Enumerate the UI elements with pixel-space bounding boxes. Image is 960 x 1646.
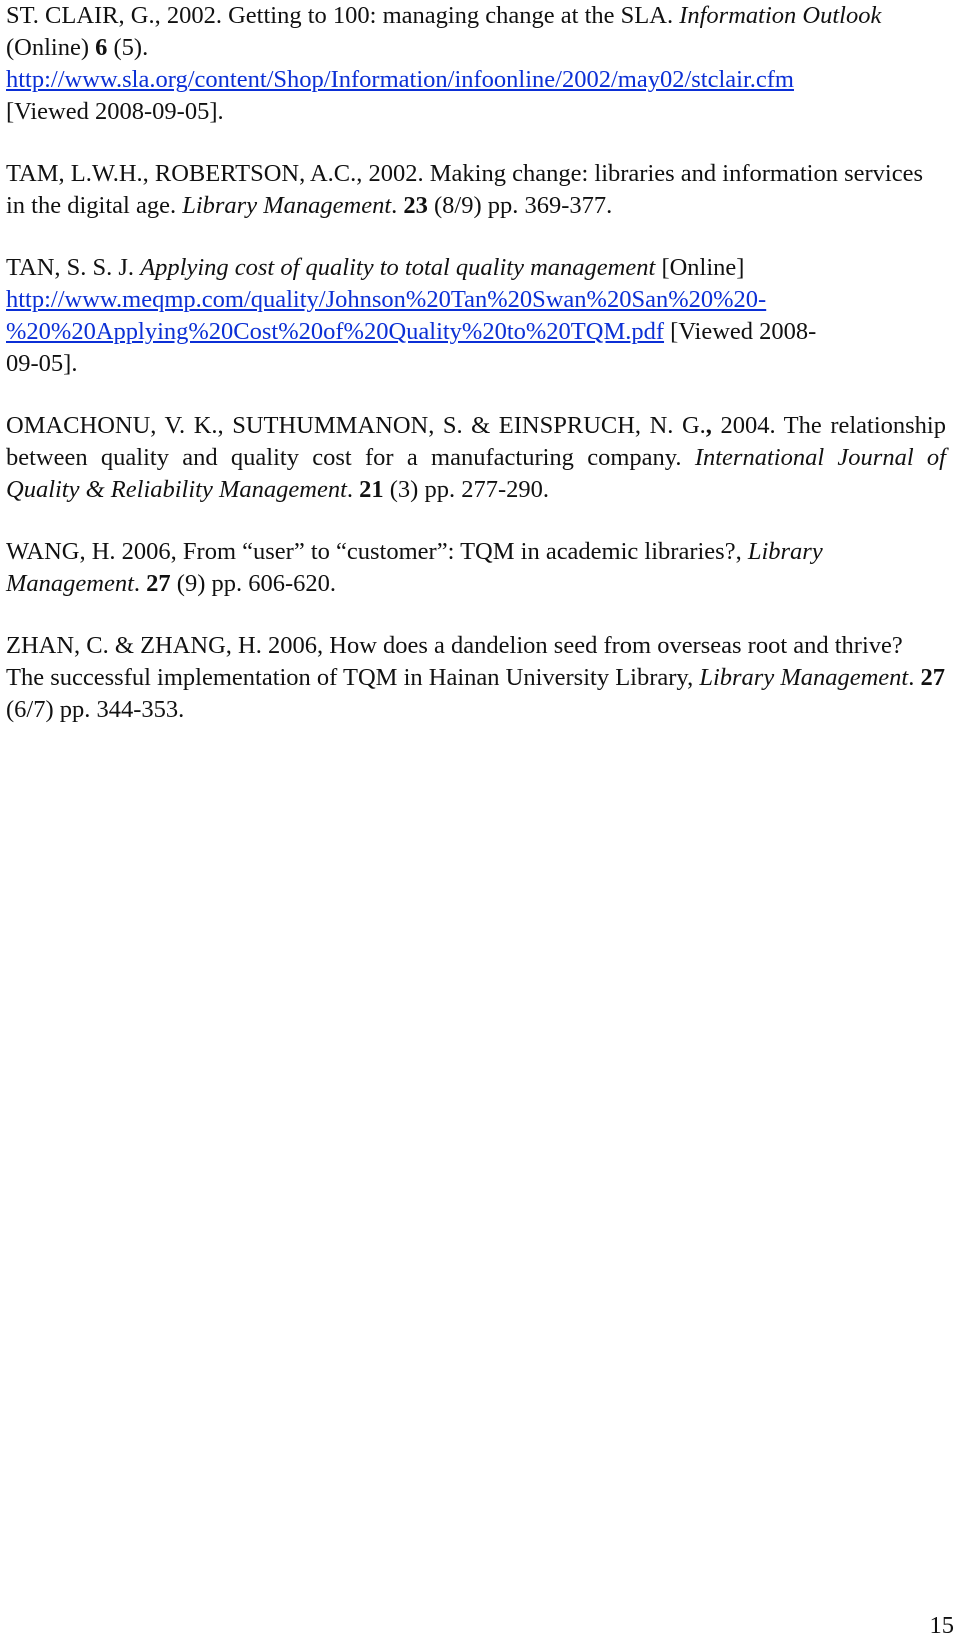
reference-issue: (5). — [107, 34, 149, 61]
reference-volume: 21 — [359, 476, 384, 503]
reference-entry — [6, 158, 946, 222]
reference-viewed-date: [Viewed 2008-09-05]. — [6, 98, 224, 125]
reference-journal: Library Management — [182, 192, 392, 219]
reference-title: Applying cost of quality to total quality management — [140, 254, 656, 281]
reference-separator: . — [908, 664, 921, 691]
reference-entry — [6, 0, 946, 128]
reference-journal: Library Management — [699, 664, 909, 691]
reference-volume: 27 — [920, 664, 945, 691]
reference-separator: . — [133, 570, 147, 597]
reference-viewed-date: [Viewed 2008- — [664, 318, 817, 345]
reference-volume: 23 — [403, 192, 428, 219]
reference-year-title: 2004. The relationship between quality and quality cost for a manufacturing company. — [6, 412, 946, 471]
reference-volume: 27 — [146, 570, 171, 597]
reference-authors: OMACHONU, V. K., SUTHUMMANON, S. & EINSPRUCH, N. G. — [6, 412, 706, 439]
reference-list — [6, 0, 946, 726]
reference-authors: TAN, S. S. J. — [6, 254, 141, 281]
reference-journal: Information Outlook — [679, 2, 882, 29]
reference-separator: . — [391, 192, 404, 219]
reference-authors-title: ST. CLAIR, G., 2002. Getting to 100: managing change at the SLA. — [6, 2, 680, 29]
reference-url-part: http://www.meqmp.com/quality/Johnson%20Tan%20Swan%20San%20%20- — [6, 286, 767, 313]
reference-authors-title: TAM, L.W.H., ROBERTSON, A.C., 2002. Making change: libraries and information services in the digital age. — [6, 160, 924, 219]
reference-url-link[interactable]: http://www.sla.org/content/Shop/Information/infoonline/2002/may02/stclair.cfm — [6, 66, 794, 93]
reference-separator: . — [346, 476, 360, 503]
reference-entry — [6, 630, 946, 726]
reference-entry — [6, 536, 946, 600]
reference-issue: (9) pp. 606-620. — [170, 570, 337, 597]
reference-journal: International Journal of Quality & Reliability Management — [6, 444, 946, 503]
reference-issue: (6/7) pp. 344-353. — [6, 696, 185, 723]
reference-url-part: %20%20Applying%20Cost%20of%20Quality%20to%20TQM.pdf — [6, 318, 665, 345]
reference-entry — [6, 252, 946, 380]
reference-source-note: (Online) — [6, 34, 96, 61]
page-number: 15 — [929, 1612, 954, 1639]
reference-journal: Library Management — [6, 538, 823, 597]
reference-comma: , — [705, 412, 712, 439]
reference-entry — [6, 410, 946, 506]
reference-url-link[interactable] — [6, 286, 766, 345]
reference-viewed-date-cont: 09-05]. — [6, 350, 78, 377]
reference-issue: (3) pp. 277-290. — [383, 476, 549, 503]
reference-authors-title: WANG, H. 2006, From “user” to “customer”: TQM in academic libraries?, — [6, 538, 748, 565]
reference-authors-title: ZHAN, C. & ZHANG, H. 2006, How does a dandelion seed from overseas root and thrive? The successful implementation of TQM in Hainan University Library, — [6, 632, 903, 691]
reference-issue: (8/9) pp. 369-377. — [427, 192, 613, 219]
reference-online-note: [Online] — [655, 254, 745, 281]
reference-volume: 6 — [95, 34, 108, 61]
